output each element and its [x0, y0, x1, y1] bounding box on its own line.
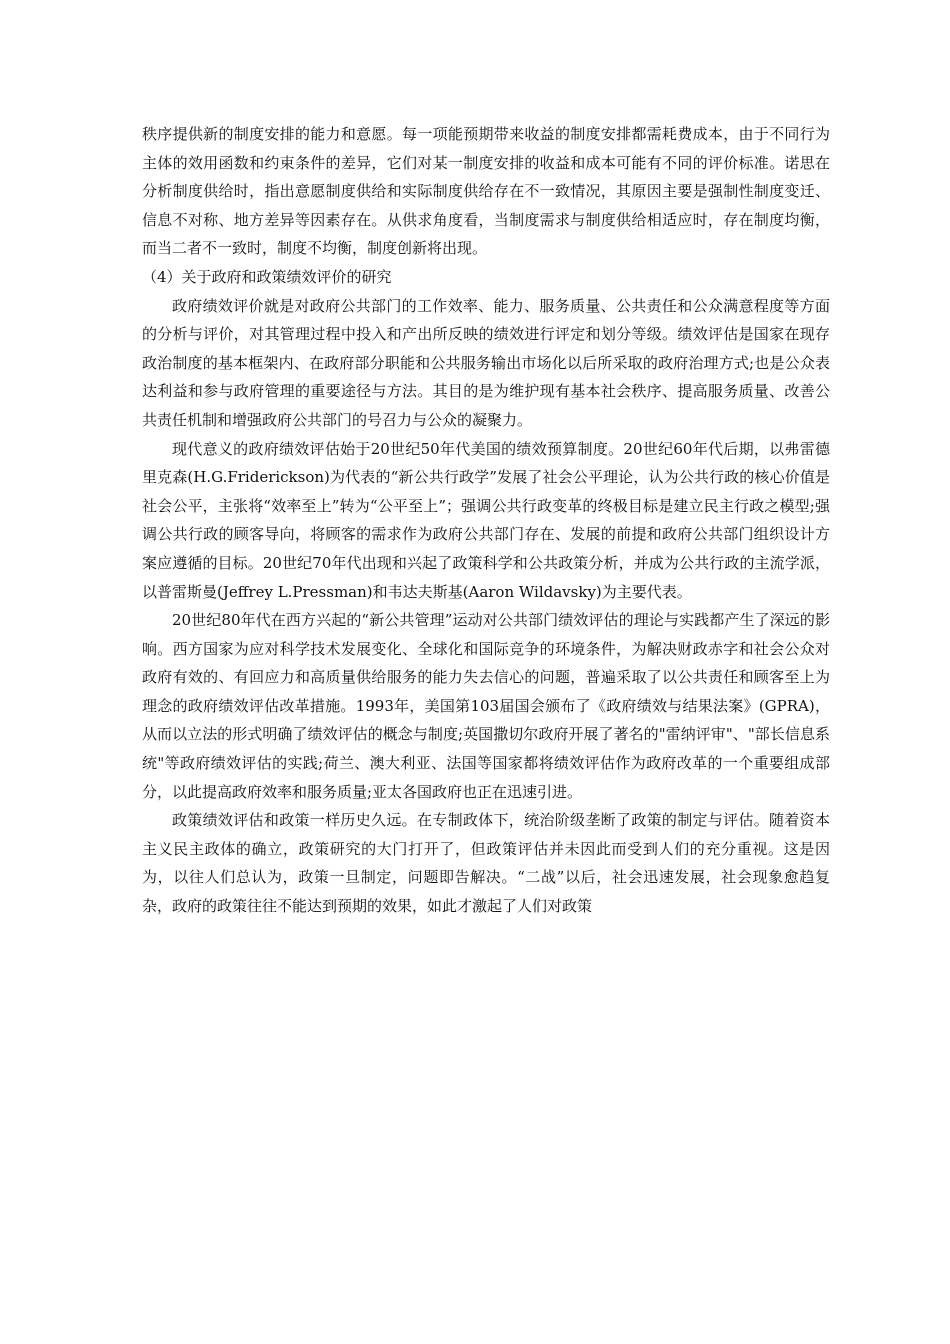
- document-page: [142, 120, 830, 921]
- paragraph-modern-evaluation: 现代意义的政府绩效评估始于20世纪50年代美国的绩效预算制度。20世纪60年代后期，以弗雷德里克森(H.G.Friderickson)为代表的“新公共行政学”发展了社会公平理论，认为公共行政的核心价值是社会公平，主张将“效率至上”转为“公平至上”；强调公共行政变革的终极目标是建立民主行政之模型;强调公共行政的顾客导向，将顾客的需求作为政府公共部门存在、发展的前提和政府公共部门组织设计方案应遵循的目标。20世纪70年代出现和兴起了政策科学和公共政策分析，并成为公共行政的主流学派，以普雷斯曼(Jeffrey L.Pressman)和韦达夫斯基(Aaron Wildavsky)为主要代表。: [142, 439, 830, 601]
- paragraph-new-public-management: 20世纪80年代在西方兴起的“新公共管理”运动对公共部门绩效评估的理论与实践都产生了深远的影响。西方国家为应对科学技术发展变化、全球化和国际竞争的环境条件，为解决财政赤字和社会公众对政府有效的、有回应力和高质量供给服务的能力失去信心的问题，普遍采取了以公共责任和顾客至上为理念的政府绩效评估改革措施。1993年，美国第103届国会颁布了《政府绩效与结果法案》(GPRA)，从而以立法的形式明确了绩效评估的概念与制度;英国撒切尔政府开展了著名的"雷纳评审"、"部长信息系统"等政府绩效评估的实践;荷兰、澳大利亚、法国等国家都将绩效评估作为政府改革的一个重要组成部分，以此提高政府效率和服务质量;亚太各国政府也正在迅速引进。: [142, 611, 830, 801]
- section-heading: （4）关于政府和政策绩效评价的研究: [142, 267, 392, 286]
- paragraph-continuation: 秩序提供新的制度安排的能力和意愿。每一项能预期带来收益的制度安排都需耗费成本，由于不同行为主体的效用函数和约束条件的差异，它们对某一制度安排的收益和成本可能有不同的评价标准。诺思在分析制度供给时，指出意愿制度供给和实际制度供给存在不一致情况，其原因主要是强制性制度变迁、信息不对称、地方差异等因素存在。从供求角度看，当制度需求与制度供给相适应时，存在制度均衡，而当二者不一致时，制度不均衡，制度创新将出现。: [142, 125, 830, 258]
- paragraph-policy-evaluation: 政策绩效评估和政策一样历史久远。在专制政体下，统治阶级垄断了政策的制定与评估。随着资本主义民主政体的确立，政策研究的大门打开了，但政策评估并未因此而受到人们的充分重视。这是因为，以往人们总认为，政策一旦制定，问题即告解决。“二战”以后，社会迅速发展，社会现象愈趋复杂，政府的政策往往不能达到预期的效果，如此才激起了人们对政策: [142, 811, 830, 916]
- paragraph-government-performance: 政府绩效评价就是对政府公共部门的工作效率、能力、服务质量、公共责任和公众满意程度等方面的分析与评价，对其管理过程中投入和产出所反映的绩效进行评定和划分等级。绩效评估是国家在现存政治制度的基本框架内、在政府部分职能和公共服务输出市场化以后所采取的政府治理方式;也是公众表达利益和参与政府管理的重要途径与方法。其目的是为维护现有基本社会秩序、提高服务质量、改善公共责任机制和增强政府公共部门的号召力与公众的凝聚力。: [142, 296, 830, 429]
